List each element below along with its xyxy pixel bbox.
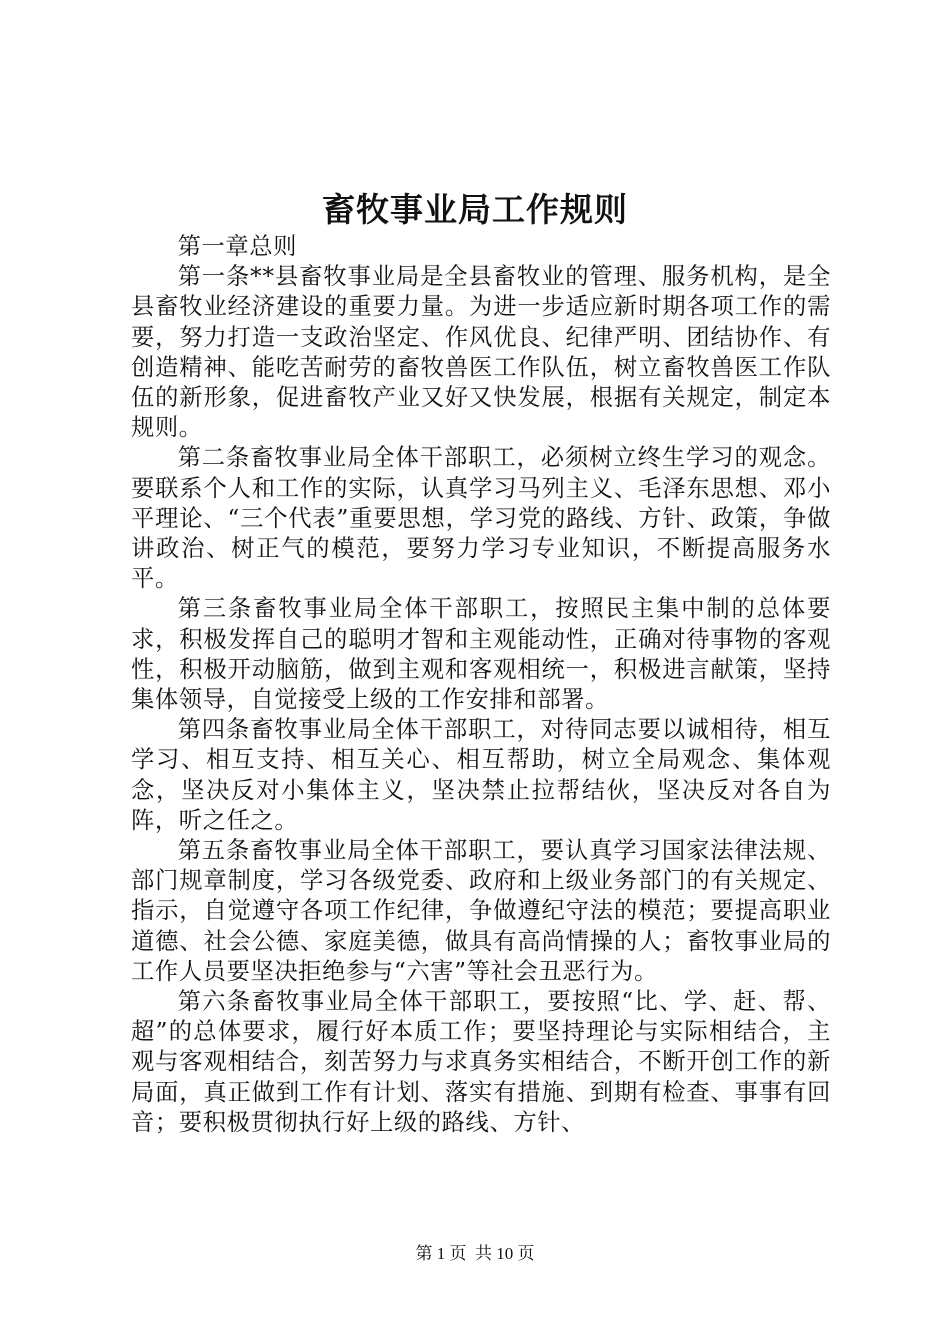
article-6: 第六条畜牧事业局全体干部职工，要按照“比、学、赶、帮、超”的总体要求，履行好本质工作；要坚持理论与实际相结合，主观与客观相结合，刻苦努力与求真务实相结合，不断开创工作的新局面，真正做到工作有计划、落实有措施、到期有检查、事事有回音；要积极贯彻执行好上级的路线、方针、 <box>131 988 831 1136</box>
article-5: 第五条畜牧事业局全体干部职工，要认真学习国家法律法规、部门规章制度，学习各级党委、政府和上级业务部门的有关规定、指示，自觉遵守各项工作纪律，争做遵纪守法的模范；要提高职业道德、社会公德、家庭美德，做具有高尚情操的人；畜牧事业局的工作人员要坚决拒绝参与“六害”等社会丑恶行为。 <box>131 837 831 985</box>
page-number-footer: 第 1 页 共 10 页 <box>415 1244 535 1263</box>
document-title: 畜牧事业局工作规则 <box>322 190 628 229</box>
article-3: 第三条畜牧事业局全体干部职工，按照民主集中制的总体要求，积极发挥自己的聪明才智和主观能动性，正确对待事物的客观性，积极开动脑筋，做到主观和客观相统一，积极进言献策，坚持集体领导，自觉接受上级的工作安排和部署。 <box>131 595 831 714</box>
document-body <box>131 232 831 1138</box>
article-4: 第四条畜牧事业局全体干部职工，对待同志要以诚相待，相互学习、相互支持、相互关心、相互帮助，树立全局观念、集体观念，坚决反对小集体主义，坚决禁止拉帮结伙，坚决反对各自为阵，听之任之。 <box>131 716 831 834</box>
chapter-heading: 第一章总则 <box>177 233 298 260</box>
article-2: 第二条畜牧事业局全体干部职工，必须树立终生学习的观念。要联系个人和工作的实际，认真学习马列主义、毛泽东思想、邓小平理论、“三个代表”重要思想，学习党的路线、方针、政策，争做讲政治、树正气的模范，要努力学习专业知识，不断提高服务水平。 <box>131 444 831 593</box>
article-1: 第一条**县畜牧事业局是全县畜牧业的管理、服务机构，是全县畜牧业经济建设的重要力量。为进一步适应新时期各项工作的需要，努力打造一支政治坚定、作风优良、纪律严明、团结协作、有创造精神、能吃苦耐劳的畜牧兽医工作队伍，树立畜牧兽医工作队伍的新形象，促进畜牧产业又好又快发展，根据有关规定，制定本规则。 <box>131 263 831 442</box>
